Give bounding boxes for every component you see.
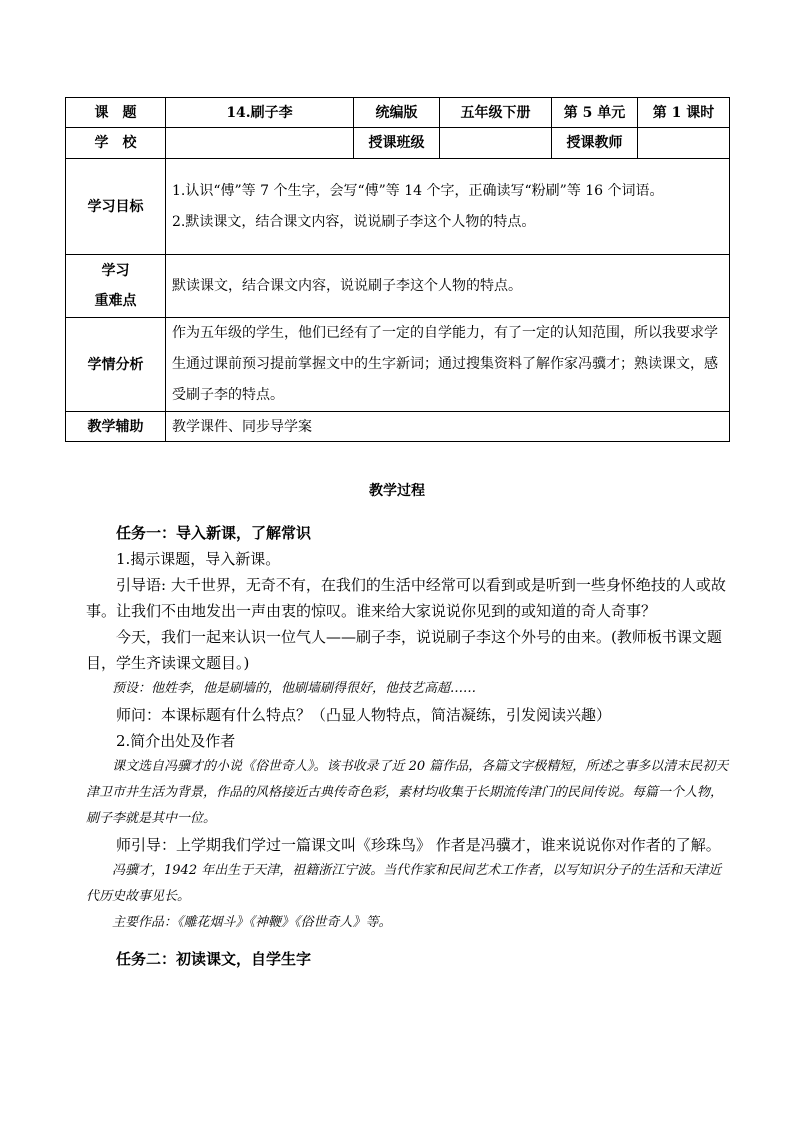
goals-content [166, 159, 730, 255]
table-row [66, 128, 730, 159]
paragraph: 冯骥才，1942 年出生于天津，祖籍浙江宁波。当代作家和民间艺术工作者，以写知识分子的生活和天津近代历史故事见长。 [86, 863, 722, 904]
goals-label: 学习目标 [66, 159, 166, 255]
table-row [66, 255, 730, 318]
class-value [440, 128, 552, 159]
teacher-value [638, 128, 730, 159]
task1-heading: 任务一：导入新课，了解常识 [116, 524, 312, 542]
key-points-label [66, 255, 166, 318]
grade-cell: 五年级下册 [440, 98, 552, 128]
paragraph: 师问：本课标题有什么特点？（凸显人物特点，简洁凝练，引发阅读兴趣） [116, 706, 612, 724]
teacher-label: 授课教师 [552, 128, 638, 159]
key-points-content [166, 255, 730, 318]
period-cell: 第 1 课时 [638, 98, 730, 128]
analysis-text: 作为五年级的学生，他们已经有了一定的自学能力，有了一定的认知范围，所以我要求学生通过课前预习提前掌握文中的生字新词；通过搜集资料了解作家冯骥才；熟读课文，感受刷子李的特点。 [172, 325, 718, 403]
key-points-label-line2: 重难点 [94, 293, 137, 309]
task2-heading: 任务二：初读课文，自学生字 [116, 950, 312, 968]
key-points-text: 默读课文，结合课文内容，说说刷子李这个人物的特点。 [172, 277, 522, 294]
process-title: 教学过程 [369, 483, 425, 499]
paragraph: 课文选自冯骥才的小说《俗世奇人》。该书收录了近 20 篇作品，各篇文字极精短，所述之事多以清末民初天津卫市井生活为背景，作品的风格接近古典传奇色彩，素材均收集于长期流传津门的民间传说。每篇一个人物，刷子李就是其中一位。 [86, 759, 729, 826]
paragraph: 今天，我们一起来认识一位气人——刷子李，说说刷子李这个外号的由来。(教师板书课文题目，学生齐读课文题目。) [86, 628, 722, 672]
process-content [86, 520, 730, 972]
goal-line: 1.认识“傅”等 7 个生字，会写“傅”等 14 个字，正确读写“粉刷”等 16 个词语。 [172, 182, 664, 199]
aids-content: 教学课件、同步导学案 [166, 412, 730, 442]
class-label: 授课班级 [354, 128, 440, 159]
lesson-info-table [65, 97, 730, 442]
paragraph: 主要作品：《雕花烟斗》《神鞭》《俗世奇人》等。 [112, 915, 392, 930]
school-value [166, 128, 354, 159]
analysis-label: 学情分析 [66, 318, 166, 412]
edition-cell: 统编版 [354, 98, 440, 128]
paragraph: 1.揭示课题，导入新课。 [116, 550, 281, 568]
school-label: 学 校 [66, 128, 166, 159]
table-row [66, 412, 730, 442]
table-row [66, 98, 730, 128]
paragraph: 2.简介出处及作者 [116, 732, 236, 750]
analysis-content [166, 318, 730, 412]
table-row [66, 318, 730, 412]
key-points-label-line1: 学习 [101, 263, 130, 279]
paragraph: 引导语: 大千世界，无奇不有，在我们的生活中经常可以看到或是听到一些身怀绝技的人或故事。让我们不由地发出一声由衷的惊叹。谁来给大家说说你见到的或知道的奇人奇事？ [86, 576, 726, 620]
paragraph: 预设：他姓李，他是刷墙的，他刷墙刷得很好，他技艺高超…… [112, 681, 477, 696]
unit-cell: 第 5 单元 [552, 98, 638, 128]
lesson-title: 14.刷子李 [166, 98, 354, 128]
table-row [66, 159, 730, 255]
aids-label: 教学辅助 [66, 412, 166, 442]
paragraph: 师引导：上学期我们学过一篇课文叫《珍珠鸟》 作者是冯骥才，谁来说说你对作者的了解。 [116, 836, 721, 854]
topic-label: 课 题 [66, 98, 166, 128]
goal-line: 2.默读课文，结合课文内容，说说刷子李这个人物的特点。 [172, 213, 536, 230]
